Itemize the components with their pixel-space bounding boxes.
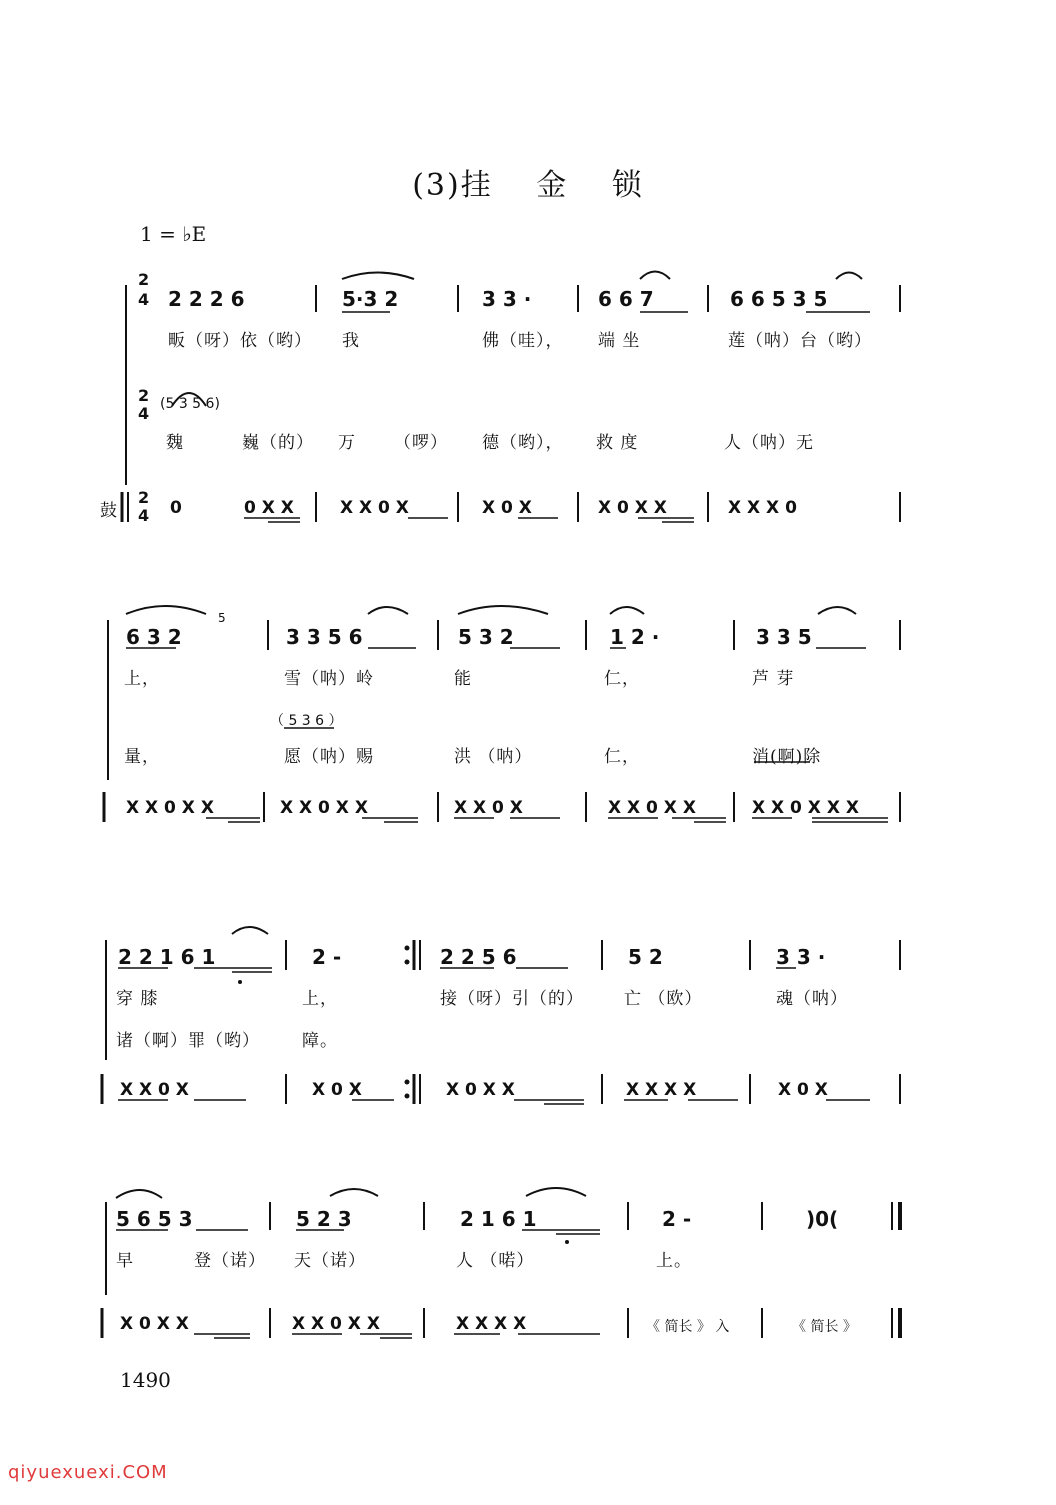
s3-l2-2: 障。 xyxy=(302,1031,338,1051)
s1-l1-3: 佛（哇）， xyxy=(482,331,564,351)
s3-d3: X 0 X X xyxy=(446,1080,515,1100)
s2-l1-4: 仁， xyxy=(604,669,640,689)
s1-m3: 3 3 · xyxy=(482,287,532,311)
s1-l2-6: 救 度 xyxy=(596,433,639,453)
s4-m2: 5 2 3 xyxy=(296,1207,352,1231)
s2-m4: 1 2 · xyxy=(610,625,660,649)
watermark: qiyuexuexi.COM xyxy=(8,1462,168,1483)
time-sig3-bottom: 4 xyxy=(138,506,150,525)
s3-l1-2: 上， xyxy=(302,989,338,1009)
s2-l2-1: 量， xyxy=(124,747,160,767)
s4-l1-4: 人 （喏） xyxy=(456,1251,535,1271)
s3-l2-1: 诸（啊）罪（哟） xyxy=(116,1031,260,1051)
s2-inst: （ 5 3 6 ） xyxy=(270,713,343,729)
s1-d6: X X X 0 xyxy=(728,498,797,518)
song-title: (3)挂 金 锁 xyxy=(412,168,644,203)
s3-d4: X X X X xyxy=(626,1080,697,1100)
time-sig2-top: 2 xyxy=(138,386,150,405)
s3-m4: 5 2 xyxy=(628,945,663,969)
s1-l1-4: 端 坐 xyxy=(598,331,641,351)
s3-l1-4: 亡 （欧） xyxy=(624,989,703,1009)
s3-d5: X 0 X xyxy=(778,1080,828,1100)
s4-l1-2: 登（诺） xyxy=(194,1251,266,1271)
key-signature: 1 = ♭E xyxy=(140,222,207,246)
page-number: 1490 xyxy=(120,1368,171,1392)
s2-grace: 5 xyxy=(218,611,226,625)
s1-inst: (5 3 5 6) xyxy=(160,396,220,412)
s4-l1-3: 天（诺） xyxy=(294,1251,366,1271)
s3-m3: 2 2 5 6 xyxy=(440,945,517,969)
s2-m3: 5 3 2 xyxy=(458,625,514,649)
s3-d1: X X 0 X xyxy=(120,1080,189,1100)
s1-l1-1: 畈（呀）依（哟） xyxy=(168,331,312,351)
s2-l2-4: 仁， xyxy=(604,747,640,767)
s3-m2: 2 - xyxy=(312,945,342,969)
s1-d5: X 0 X X xyxy=(598,498,667,518)
s4-m1: 5 6 5 3 xyxy=(116,1207,193,1231)
s4-d5: 《 简长 》 xyxy=(792,1319,857,1335)
s2-m2: 3 3 5 6 xyxy=(286,625,363,649)
s4-d1: X 0 X X xyxy=(120,1314,189,1334)
time-sig-bottom: 4 xyxy=(138,290,150,309)
s1-m2: 5·3 2 xyxy=(342,287,399,311)
time-sig3-top: 2 xyxy=(138,488,150,507)
time-sig-top: 2 xyxy=(138,270,150,289)
s1-l2-2: 巍（的） xyxy=(242,433,314,453)
s4-l1-5: 上。 xyxy=(656,1251,692,1271)
s2-l2-3: 洪 （呐） xyxy=(454,747,533,767)
s2-l1-2: 雪（呐）岭 xyxy=(284,669,374,689)
s2-l2-5: 消(啊)除 xyxy=(752,747,822,767)
s3-l1-1: 穿 膝 xyxy=(116,989,159,1009)
s1-l1-5: 莲（呐）台（哟） xyxy=(728,331,872,351)
s3-m5: 3 3 · xyxy=(776,945,826,969)
s2-d4: X X 0 X X xyxy=(608,798,696,818)
s4-m3: 2 1 6 1 xyxy=(460,1207,537,1231)
s2-d2: X X 0 X X xyxy=(280,798,368,818)
s2-l1-5: 芦 芽 xyxy=(752,669,795,689)
s1-l2-5: 德（哟）， xyxy=(482,433,564,453)
s4-d4: 《 简长 》 入 xyxy=(646,1319,730,1335)
s3-l1-3: 接（呀）引（的） xyxy=(440,989,584,1009)
s2-m1: 6 3 2 xyxy=(126,625,182,649)
s2-l1-1: 上， xyxy=(124,669,160,689)
s1-m1: 2 2 2 6 xyxy=(168,287,245,311)
time-sig2-bottom: 4 xyxy=(138,404,150,423)
s1-l2-1: 魏 xyxy=(166,433,184,453)
s3-m1: 2 2 1 6 1 xyxy=(118,945,216,969)
s2-l2-2: 愿（呐）赐 xyxy=(284,747,374,767)
s2-d5: X X 0 X X X xyxy=(752,798,859,818)
s1-l2-3: 万 xyxy=(338,433,356,453)
s4-d2: X X 0 X X xyxy=(292,1314,380,1334)
s1-l1-2: 我 xyxy=(342,331,360,351)
s2-l1-3: 能 xyxy=(454,669,472,689)
s1-l2-7: 人（呐）无 xyxy=(724,433,814,453)
s1-l2-4: （啰） xyxy=(394,433,448,453)
s1-d4: X 0 X xyxy=(482,498,532,518)
s1-d3: X X 0 X xyxy=(340,498,409,518)
s4-m5: )0( xyxy=(806,1207,839,1231)
drum-label: 鼓 xyxy=(100,501,118,521)
s1-d1: 0 xyxy=(170,498,182,518)
s4-m4: 2 - xyxy=(662,1207,692,1231)
s2-d3: X X 0 X xyxy=(454,798,523,818)
s1-m4: 6 6 7 xyxy=(598,287,654,311)
s3-d2: X 0 X xyxy=(312,1080,362,1100)
s2-m5: 3 3 5 xyxy=(756,625,812,649)
s3-l1-5: 魂（呐） xyxy=(776,989,848,1009)
s4-d3: X X X X xyxy=(456,1314,527,1334)
s1-m5: 6 6 5 3 5 xyxy=(730,287,828,311)
s1-d2: 0 X X xyxy=(244,498,294,518)
s4-l1-1: 早 xyxy=(116,1251,134,1271)
s2-d1: X X 0 X X xyxy=(126,798,214,818)
